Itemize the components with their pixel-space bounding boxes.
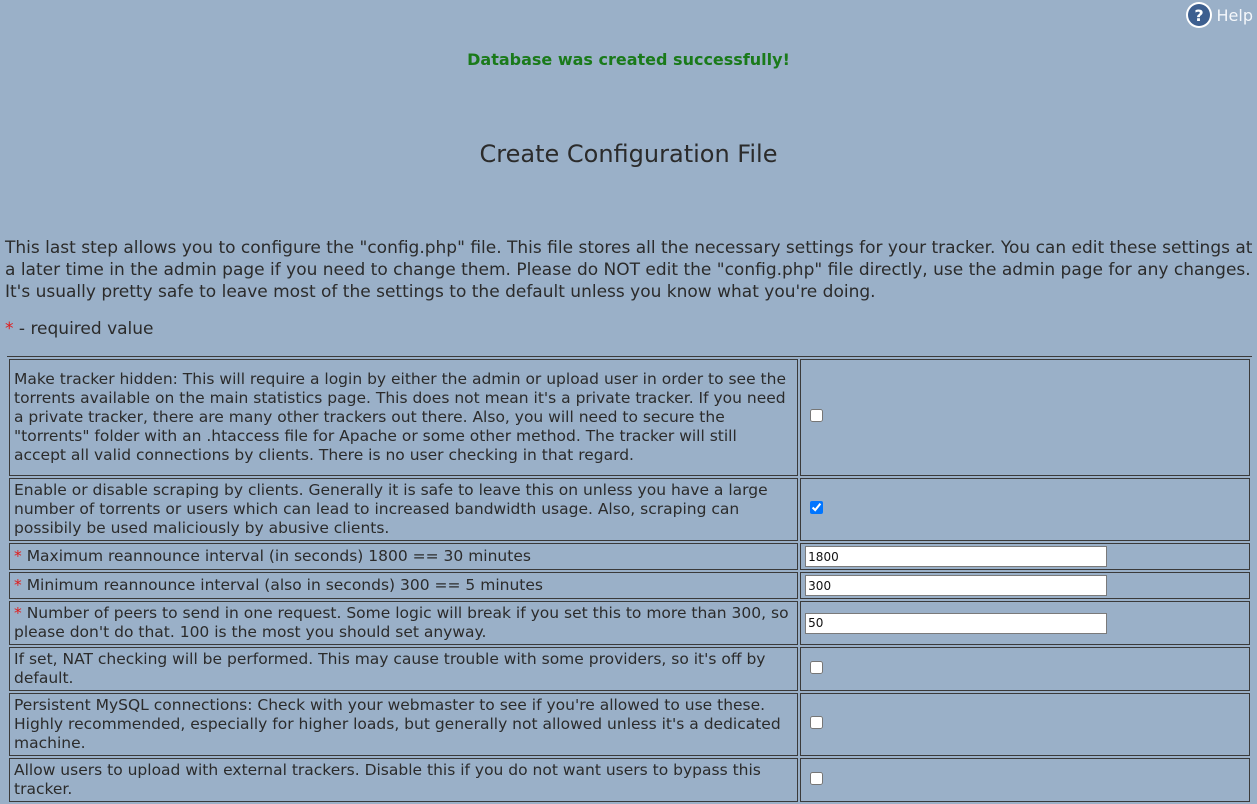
setting-description-text: If set, NAT checking will be performed. This may cause trouble with some providers, so it's off by default.	[14, 650, 766, 687]
settings-table	[7, 356, 1252, 804]
setting-description	[9, 601, 798, 645]
setting-description-text: Persistent MySQL connections: Check with your webmaster to see if you're allowed to use these. Highly recommended, especially for higher loads, but generally not allowed unless it's a dedicated machine.	[14, 696, 781, 752]
setting-row	[9, 647, 1250, 691]
required-marker: *	[14, 576, 27, 594]
setting-description	[9, 693, 798, 756]
setting-description-text: Enable or disable scraping by clients. Generally it is safe to leave this on unless you have a large number of torrents or users which can lead to increased bandwidth usage. Also, scraping can possibily be used maliciously by abusive clients.	[14, 481, 768, 537]
required-marker: *	[14, 547, 27, 565]
setting-description	[9, 478, 798, 541]
required-legend-text: - required value	[13, 319, 154, 339]
setting-input[interactable]	[805, 575, 1107, 596]
success-message: Database was created successfully!	[467, 50, 790, 69]
required-marker: *	[14, 604, 27, 622]
page-title: Create Configuration File	[479, 140, 778, 168]
setting-checkbox[interactable]	[810, 716, 823, 729]
setting-description-text: Make tracker hidden: This will require a login by either the admin or upload user in order to see the torrents available on the main statistics page. This does not mean it's a private tracker. If you need a private tracker, there are many other trackers out there. Also, you will need to secure the "torrents" folder with an .htaccess file for Apache or some other method. The tracker will still accept all valid connections by clients. There is no user checking in that regard.	[14, 370, 786, 464]
settings-body	[9, 359, 1250, 802]
setting-checkbox[interactable]	[810, 661, 823, 674]
setting-row	[9, 758, 1250, 802]
setting-description	[9, 572, 798, 599]
setting-control-cell	[800, 359, 1250, 476]
required-legend	[5, 319, 154, 339]
setting-input[interactable]	[805, 546, 1107, 567]
setting-control-cell	[800, 572, 1250, 599]
help-label[interactable]: Help	[1216, 5, 1253, 25]
setting-description	[9, 543, 798, 570]
required-marker: *	[5, 319, 14, 339]
setting-control-cell	[800, 693, 1250, 756]
setting-checkbox[interactable]	[810, 501, 823, 514]
setting-row	[9, 693, 1250, 756]
setting-row	[9, 572, 1250, 599]
setting-row	[9, 478, 1250, 541]
setting-control-cell	[800, 647, 1250, 691]
setting-description-text: Allow users to upload with external trackers. Disable this if you do not want users to bypass this tracker.	[14, 761, 761, 798]
setting-control-cell	[800, 601, 1250, 645]
help-link[interactable]	[1185, 0, 1253, 30]
svg-text:?: ?	[1193, 6, 1204, 25]
setting-description-text: Number of peers to send in one request. Some logic will break if you set this to more than 300, so please don't do that. 100 is the most you should set anyway.	[14, 604, 789, 641]
setting-description	[9, 758, 798, 802]
setting-row	[9, 359, 1250, 476]
setting-description-text: Maximum reannounce interval (in seconds) 1800 == 30 minutes	[26, 547, 531, 565]
setting-control-cell	[800, 478, 1250, 541]
setting-input[interactable]	[805, 613, 1107, 634]
setting-row	[9, 543, 1250, 570]
setting-row	[9, 601, 1250, 645]
setting-control-cell	[800, 543, 1250, 570]
setting-checkbox[interactable]	[810, 772, 823, 785]
help-icon[interactable]	[1185, 1, 1213, 29]
setting-description	[9, 647, 798, 691]
setting-checkbox[interactable]	[810, 409, 823, 422]
intro-text: This last step allows you to configure the "config.php" file. This file stores all the necessary settings for your tracker. You can edit these settings at a later time in the admin page if you need to change them. Please do NOT edit the "config.php" file directly, use the admin page for any changes. It's usually pretty safe to leave most of the settings to the default unless you know what you're doing.	[5, 238, 1253, 302]
setting-description-text: Minimum reannounce interval (also in seconds) 300 == 5 minutes	[26, 576, 543, 594]
setting-description	[9, 359, 798, 476]
setting-control-cell	[800, 758, 1250, 802]
